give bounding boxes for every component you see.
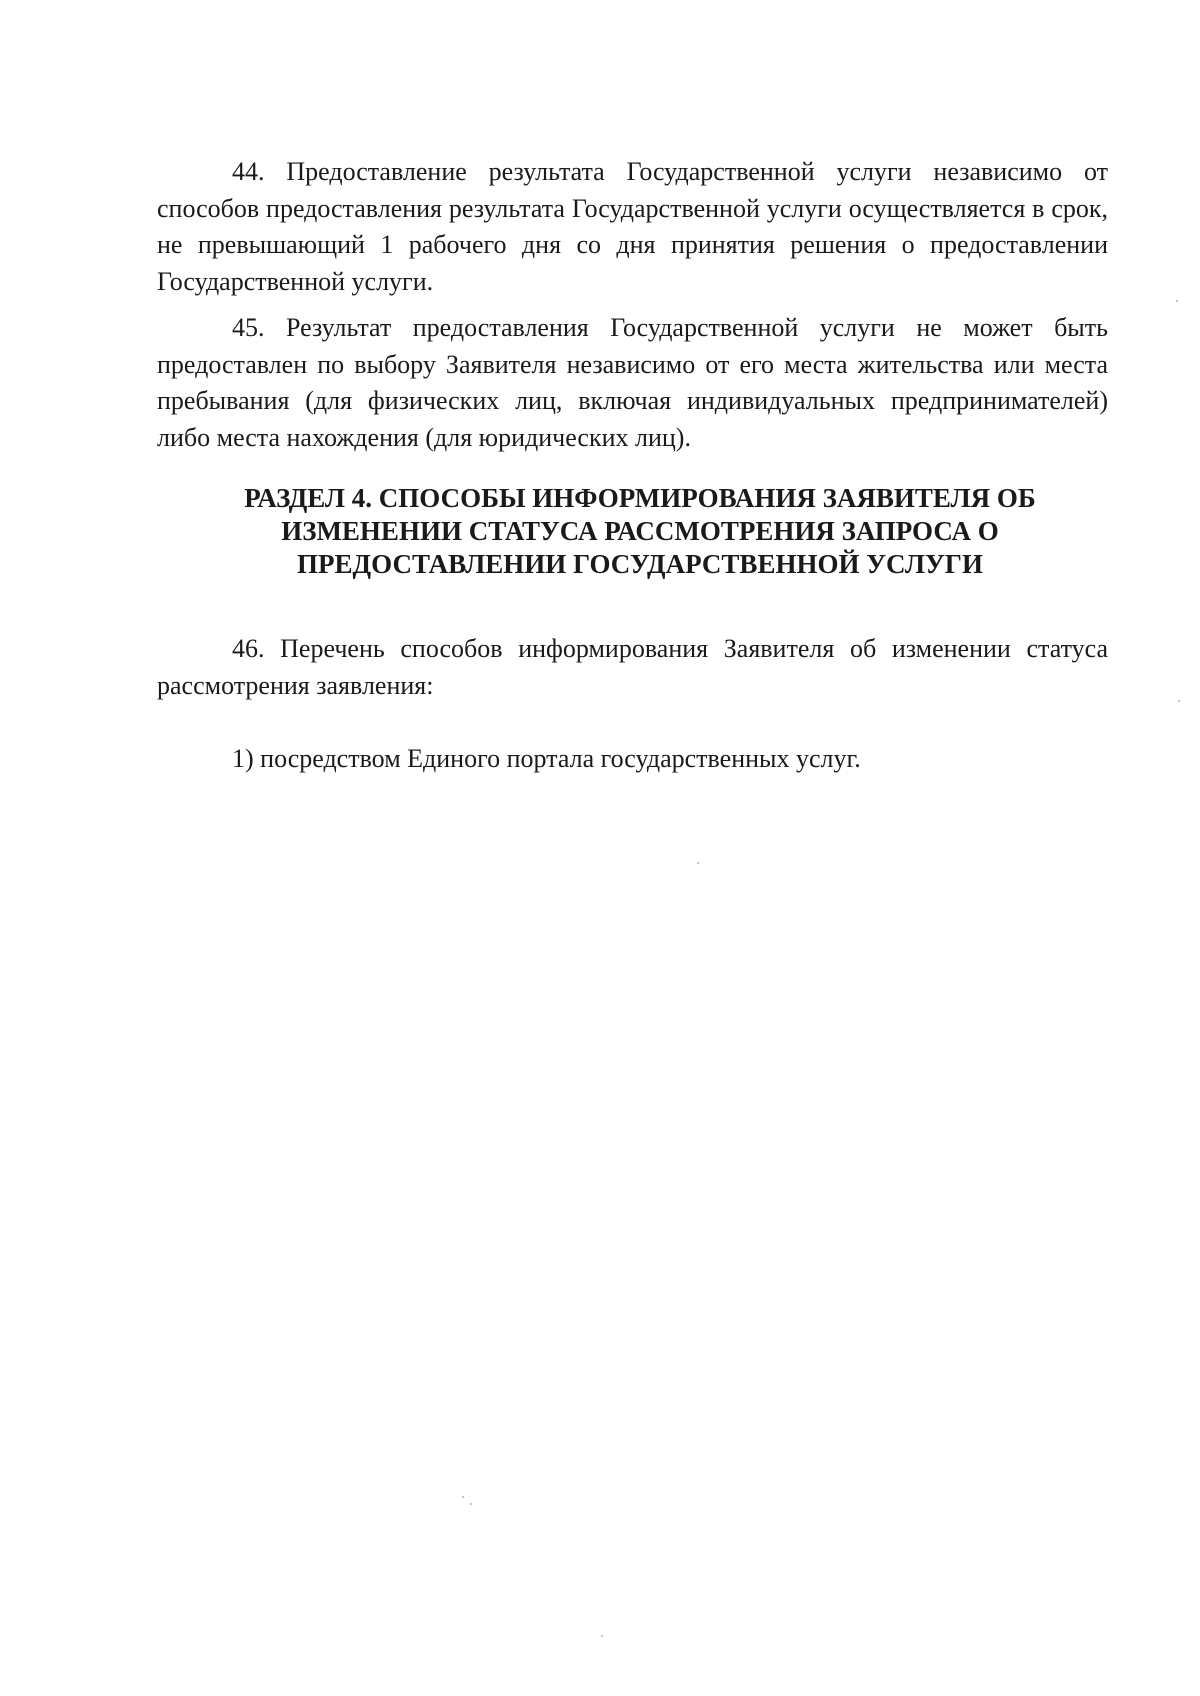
scan-speck <box>1176 300 1178 302</box>
section-heading-line-1: РАЗДЕЛ 4. СПОСОБЫ ИНФОРМИРОВАНИЯ ЗАЯВИТЕЛЯ ОБ <box>244 483 1036 513</box>
scan-speck <box>601 1635 603 1637</box>
scan-speck <box>1178 700 1180 702</box>
scan-speck <box>470 1503 472 1505</box>
scan-speck <box>697 862 699 864</box>
paragraph-46: 46. Перечень способов информирования Заявителя об изменении статуса рассмотрения заявления: <box>157 634 1108 700</box>
list-item: 1) посредством Единого портала государственных услуг. <box>232 744 861 773</box>
section-heading-line-2: ИЗМЕНЕНИИ СТАТУСА РАССМОТРЕНИЯ ЗАПРОСА О <box>281 516 999 546</box>
scan-speck <box>462 1496 464 1498</box>
paragraph-44: 44. Предоставление результата Государственной услуги независимо от способов предоставления результата Государственной услуги осуществляется в срок, не превышающий 1 рабочего дня со дня принятия решения о предоставлении Государственной услуги. <box>157 157 1108 296</box>
section-heading-line-3: ПРЕДОСТАВЛЕНИИ ГОСУДАРСТВЕННОЙ УСЛУГИ <box>297 549 983 579</box>
section-heading <box>230 482 1050 581</box>
paragraph-45: 45. Результат предоставления Государственной услуги не может быть предоставлен по выбору Заявителя независимо от его места жительства или места пребывания (для физических лиц, включая индивидуальных предпринимателей) либо места нахождения (для юридических лиц). <box>157 313 1108 452</box>
